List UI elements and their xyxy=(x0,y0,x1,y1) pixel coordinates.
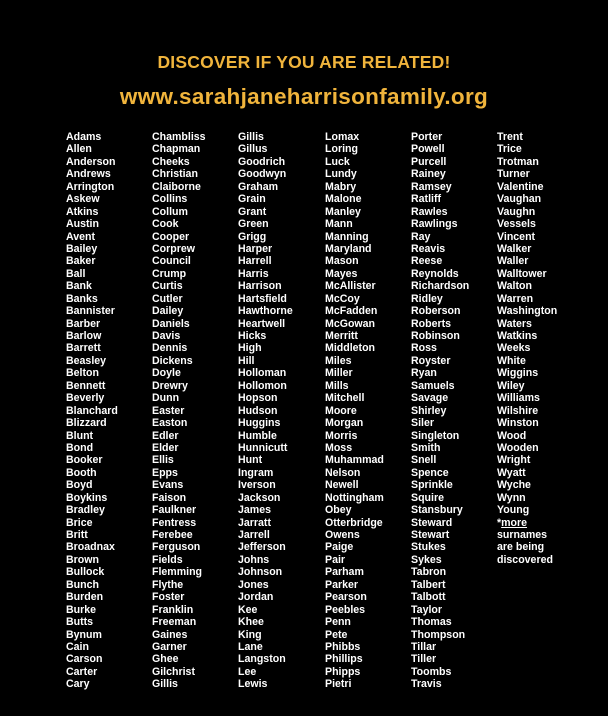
surname: Watkins xyxy=(497,330,538,342)
surname: Winston xyxy=(497,417,539,430)
surname: Williams xyxy=(497,392,540,405)
surname: Moore xyxy=(325,404,357,417)
more-note xyxy=(497,517,557,529)
surname: Gaines xyxy=(152,628,188,641)
surname: Barrett xyxy=(66,342,101,355)
surname: Bynum xyxy=(66,628,102,641)
surname: Epps xyxy=(152,466,178,479)
surname: Barber xyxy=(66,317,101,330)
surname: Singleton xyxy=(411,429,460,442)
surname: Hartsfield xyxy=(238,292,287,305)
surname: Anderson xyxy=(66,155,116,168)
surname: Atkins xyxy=(66,205,99,218)
surname: Ghee xyxy=(152,653,179,666)
surname: Waters xyxy=(497,317,532,330)
surname: Faulkner xyxy=(152,504,197,517)
surname: Brice xyxy=(66,516,93,529)
surname: Harris xyxy=(238,267,269,280)
surname: Rawles xyxy=(411,205,448,218)
surname: Grant xyxy=(238,205,267,218)
surname: Curtis xyxy=(152,280,183,293)
surname: Doyle xyxy=(152,367,181,380)
surname-column xyxy=(497,131,557,566)
surname: High xyxy=(238,342,262,355)
surname: Faison xyxy=(152,491,187,504)
surname: Booker xyxy=(66,454,103,467)
surname: Otterbridge xyxy=(325,516,383,529)
surname: Burden xyxy=(66,591,104,604)
surname: Grain xyxy=(238,193,266,206)
surname: McCoy xyxy=(325,292,360,305)
surname: Wright xyxy=(497,454,531,467)
surname: Cheeks xyxy=(152,155,190,168)
surname: Ryan xyxy=(411,367,437,380)
surname: Mann xyxy=(325,218,353,231)
surname: Manley xyxy=(325,205,361,218)
surname: Lundy xyxy=(325,168,357,181)
surname: Blunt xyxy=(66,429,94,442)
surname: Weeks xyxy=(497,342,531,355)
surname: Vaughan xyxy=(497,193,542,206)
surname: Jarratt xyxy=(238,516,271,529)
surname: Bennett xyxy=(66,379,106,392)
surname: Adams xyxy=(66,131,102,143)
surname: Johns xyxy=(238,553,270,566)
surname: Moss xyxy=(325,441,353,454)
surname: Nottingham xyxy=(325,491,384,504)
surname: Trotman xyxy=(497,155,539,168)
surname: Hunt xyxy=(238,454,263,467)
surname: Crump xyxy=(152,267,187,280)
surname: Beasley xyxy=(66,354,107,367)
surname: Travis xyxy=(411,678,442,691)
footnote-text: discovered xyxy=(497,553,553,566)
surname: Gillis xyxy=(152,678,178,691)
surname: Boyd xyxy=(66,479,93,492)
surname: Mabry xyxy=(325,180,357,193)
surname: Carson xyxy=(66,653,103,666)
surname: Gillis xyxy=(238,131,264,143)
surname: Dailey xyxy=(152,305,184,318)
surname: Iverson xyxy=(238,479,276,492)
surname: Wiley xyxy=(497,379,525,392)
surname: Turner xyxy=(497,168,530,181)
surname: Booth xyxy=(66,466,97,479)
surname: Sprinkle xyxy=(411,479,453,492)
surname: Cook xyxy=(152,218,179,231)
surname: Heartwell xyxy=(238,317,286,330)
surname: Elder xyxy=(152,441,179,454)
surname: Wyche xyxy=(497,479,531,492)
surname: Jarrell xyxy=(238,529,270,541)
surname: Young xyxy=(497,504,530,517)
surname: Talbott xyxy=(411,591,446,604)
website-url[interactable]: www.sarahjaneharrisonfamily.org xyxy=(119,84,489,109)
surname: Roberts xyxy=(411,317,452,330)
surname: Franklin xyxy=(152,603,194,616)
surname: Wyatt xyxy=(497,466,526,479)
surname: Reese xyxy=(411,255,443,268)
surname: Lomax xyxy=(325,131,360,143)
surname: Tabron xyxy=(411,566,447,579)
surname: Porter xyxy=(411,131,443,143)
surname: White xyxy=(497,354,526,367)
surname: King xyxy=(238,628,262,641)
surname: Thompson xyxy=(411,628,466,641)
surname: Cain xyxy=(66,640,89,653)
surname: Bunch xyxy=(66,578,99,591)
surname: Stukes xyxy=(411,541,446,554)
surname: Banks xyxy=(66,292,98,305)
surname: Maryland xyxy=(325,242,372,255)
surname: Hill xyxy=(238,354,255,367)
surname: Wilshire xyxy=(497,404,539,417)
surname: Vaughn xyxy=(497,205,536,218)
surname-column xyxy=(66,131,118,691)
surname: Allen xyxy=(66,143,92,156)
surname: Collum xyxy=(152,205,188,218)
surname: Newell xyxy=(325,479,359,492)
surname: Reynolds xyxy=(411,267,459,280)
surname: Harper xyxy=(238,242,273,255)
surname: Ramsey xyxy=(411,180,452,193)
surname: Belton xyxy=(66,367,99,380)
surname: Beverly xyxy=(66,392,105,405)
surname: Broadnax xyxy=(66,541,115,554)
surname: Royster xyxy=(411,354,451,367)
surname: Brown xyxy=(66,553,99,566)
surname: Hollomon xyxy=(238,379,287,392)
surname: Cooper xyxy=(152,230,190,243)
surname: Kee xyxy=(238,603,258,616)
surname: Carter xyxy=(66,665,98,678)
surname: Cutler xyxy=(152,292,183,305)
surname: Toombs xyxy=(411,665,452,678)
surname: Middleton xyxy=(325,342,376,355)
surname: Mitchell xyxy=(325,392,365,405)
surname-column xyxy=(152,131,206,691)
surname: Penn xyxy=(325,616,351,629)
surname: Waller xyxy=(497,255,529,268)
surname: Corprew xyxy=(152,242,195,255)
surname: Humble xyxy=(238,429,277,442)
surname: Goodwyn xyxy=(238,168,287,181)
surname: Daniels xyxy=(152,317,190,330)
surname: Jordan xyxy=(238,591,274,604)
surname: Parker xyxy=(325,578,358,591)
surname: Ellis xyxy=(152,454,174,467)
surname: Purcell xyxy=(411,155,447,168)
footnote-text: surnames xyxy=(497,529,548,541)
surname: Harrell xyxy=(238,255,272,268)
surname: Lane xyxy=(238,640,263,653)
surname: Talbert xyxy=(411,578,446,591)
surname: Wood xyxy=(497,429,527,442)
surname: Chambliss xyxy=(152,131,206,143)
surname: Ratliff xyxy=(411,193,442,206)
surname: Walton xyxy=(497,280,532,293)
surname: Burke xyxy=(66,603,97,616)
surname: Wynn xyxy=(497,491,526,504)
surname: Garner xyxy=(152,640,187,653)
surname: Muhammad xyxy=(325,454,384,467)
surname: Jefferson xyxy=(238,541,286,554)
surname: Hawthorne xyxy=(238,305,293,318)
surname: Flythe xyxy=(152,578,184,591)
surname: Miles xyxy=(325,354,352,367)
surname: Drewry xyxy=(152,379,188,392)
surname: Roberson xyxy=(411,305,461,318)
surname: Dennis xyxy=(152,342,188,355)
surname: Ball xyxy=(66,267,86,280)
surname: Flemming xyxy=(152,566,203,579)
surname: Jones xyxy=(238,578,269,591)
surname: Grigg xyxy=(238,230,267,243)
surname: Bond xyxy=(66,441,94,454)
surname: Boykins xyxy=(66,491,108,504)
surname: Claiborne xyxy=(152,180,201,193)
surname: Tillar xyxy=(411,640,437,653)
surname: Graham xyxy=(238,180,279,193)
surname: Malone xyxy=(325,193,362,206)
surname: Vessels xyxy=(497,218,536,231)
surname: Trent xyxy=(497,131,523,143)
surname: Wiggins xyxy=(497,367,539,380)
surname: Arrington xyxy=(66,180,115,193)
surname: Parham xyxy=(325,566,364,579)
surname: Davis xyxy=(152,330,181,342)
surname: Wooden xyxy=(497,441,539,454)
surname: Langston xyxy=(238,653,286,666)
surname: Ray xyxy=(411,230,431,243)
surname: Pearson xyxy=(325,591,367,604)
footnote-asterisk: * xyxy=(497,516,502,529)
surname: Obey xyxy=(325,504,352,517)
surname: Blizzard xyxy=(66,417,107,430)
surname: Pietri xyxy=(325,678,352,691)
surname: Trice xyxy=(497,143,522,156)
surname: Thomas xyxy=(411,616,452,629)
surname: Pair xyxy=(325,553,346,566)
surname: Evans xyxy=(152,479,184,492)
surname: Washington xyxy=(497,305,558,318)
surname: Stewart xyxy=(411,529,450,541)
surname: Dickens xyxy=(152,354,193,367)
surname: Valentine xyxy=(497,180,544,193)
surname: Lee xyxy=(238,665,257,678)
surname: Steward xyxy=(411,516,453,529)
surname: Sykes xyxy=(411,553,442,566)
surname: Hopson xyxy=(238,392,278,405)
surname-column xyxy=(411,131,469,691)
surname: Squire xyxy=(411,491,444,504)
surname: Fentress xyxy=(152,516,197,529)
surname: Ferguson xyxy=(152,541,201,554)
surname: Hicks xyxy=(238,330,267,342)
surname: Nelson xyxy=(325,466,361,479)
surname: Foster xyxy=(152,591,185,604)
surname: Vincent xyxy=(497,230,536,243)
surname: Bullock xyxy=(66,566,105,579)
surname: Gilchrist xyxy=(152,665,195,678)
surname: Ridley xyxy=(411,292,443,305)
surname: Miller xyxy=(325,367,353,380)
surname: Bank xyxy=(66,280,92,293)
surname: Easton xyxy=(152,417,188,430)
surname: Lewis xyxy=(238,678,268,691)
surname: Holloman xyxy=(238,367,287,380)
surname: Edler xyxy=(152,429,179,442)
surname: Britt xyxy=(66,529,88,541)
surname: Hudson xyxy=(238,404,278,417)
surname: Bannister xyxy=(66,305,115,318)
surname: Siler xyxy=(411,417,434,430)
more-link[interactable]: more xyxy=(501,516,528,529)
surname: Baker xyxy=(66,255,96,268)
surname: Shirley xyxy=(411,404,447,417)
surname: Collins xyxy=(152,193,188,206)
surname: Reavis xyxy=(411,242,446,255)
surname: Walker xyxy=(497,242,532,255)
surname: McFadden xyxy=(325,305,378,318)
surname: Bradley xyxy=(66,504,105,517)
surname: Fields xyxy=(152,553,183,566)
surname: Chapman xyxy=(152,143,201,156)
surname: Loring xyxy=(325,143,358,156)
surname: Owens xyxy=(325,529,360,541)
surname: Luck xyxy=(325,155,350,168)
surname: Spence xyxy=(411,466,449,479)
surname: Green xyxy=(238,218,269,231)
surname: Samuels xyxy=(411,379,455,392)
surname: Jackson xyxy=(238,491,281,504)
surname: Andrews xyxy=(66,168,111,181)
surname: Gillus xyxy=(238,143,268,156)
surname: Johnson xyxy=(238,566,283,579)
surname-column xyxy=(238,131,293,691)
surname: Morgan xyxy=(325,417,364,430)
surname: Snell xyxy=(411,454,437,467)
surname: Cary xyxy=(66,678,90,691)
surname: Freeman xyxy=(152,616,197,629)
surname: Rainey xyxy=(411,168,446,181)
surname: Pete xyxy=(325,628,348,641)
surname: Butts xyxy=(66,616,94,629)
surname: Morris xyxy=(325,429,358,442)
surname: Stansbury xyxy=(411,504,463,517)
surname: Austin xyxy=(66,218,99,231)
surname: Huggins xyxy=(238,417,281,430)
surname: Phipps xyxy=(325,665,361,678)
surname: Savage xyxy=(411,392,449,405)
surname: Mason xyxy=(325,255,359,268)
surname: Walltower xyxy=(497,267,547,280)
surname: Ingram xyxy=(238,466,274,479)
surname: Powell xyxy=(411,143,445,156)
surname: Ferebee xyxy=(152,529,193,541)
surname-column xyxy=(325,131,384,691)
surname: Peebles xyxy=(325,603,366,616)
surname: Richardson xyxy=(411,280,470,293)
surname: Khee xyxy=(238,616,264,629)
surname: Merritt xyxy=(325,330,358,342)
surname: Goodrich xyxy=(238,155,286,168)
surname: Christian xyxy=(152,168,198,181)
surname: McGowan xyxy=(325,317,376,330)
surname: Bailey xyxy=(66,242,98,255)
surname: Tiller xyxy=(411,653,437,666)
surname: Easter xyxy=(152,404,185,417)
surname: Mills xyxy=(325,379,349,392)
surname: Askew xyxy=(66,193,100,206)
surname: McAllister xyxy=(325,280,376,293)
surname: Phibbs xyxy=(325,640,361,653)
surname: Mayes xyxy=(325,267,358,280)
surname: Avent xyxy=(66,230,96,243)
surname: Rawlings xyxy=(411,218,458,231)
surname: James xyxy=(238,504,271,517)
surname: Manning xyxy=(325,230,369,243)
surname: Barlow xyxy=(66,330,102,342)
surname: Robinson xyxy=(411,330,460,342)
surname: Phillips xyxy=(325,653,363,666)
surname: Ross xyxy=(411,342,437,355)
headline: DISCOVER IF YOU ARE RELATED! xyxy=(157,52,451,72)
surname: Blanchard xyxy=(66,404,118,417)
footnote-text: are being xyxy=(497,541,545,554)
surname: Harrison xyxy=(238,280,282,293)
surname: Dunn xyxy=(152,392,180,405)
surname: Council xyxy=(152,255,191,268)
surname: Hunnicutt xyxy=(238,441,288,454)
surname: Paige xyxy=(325,541,354,554)
surname: Taylor xyxy=(411,603,443,616)
surname: Warren xyxy=(497,292,534,305)
surname: Smith xyxy=(411,441,441,454)
